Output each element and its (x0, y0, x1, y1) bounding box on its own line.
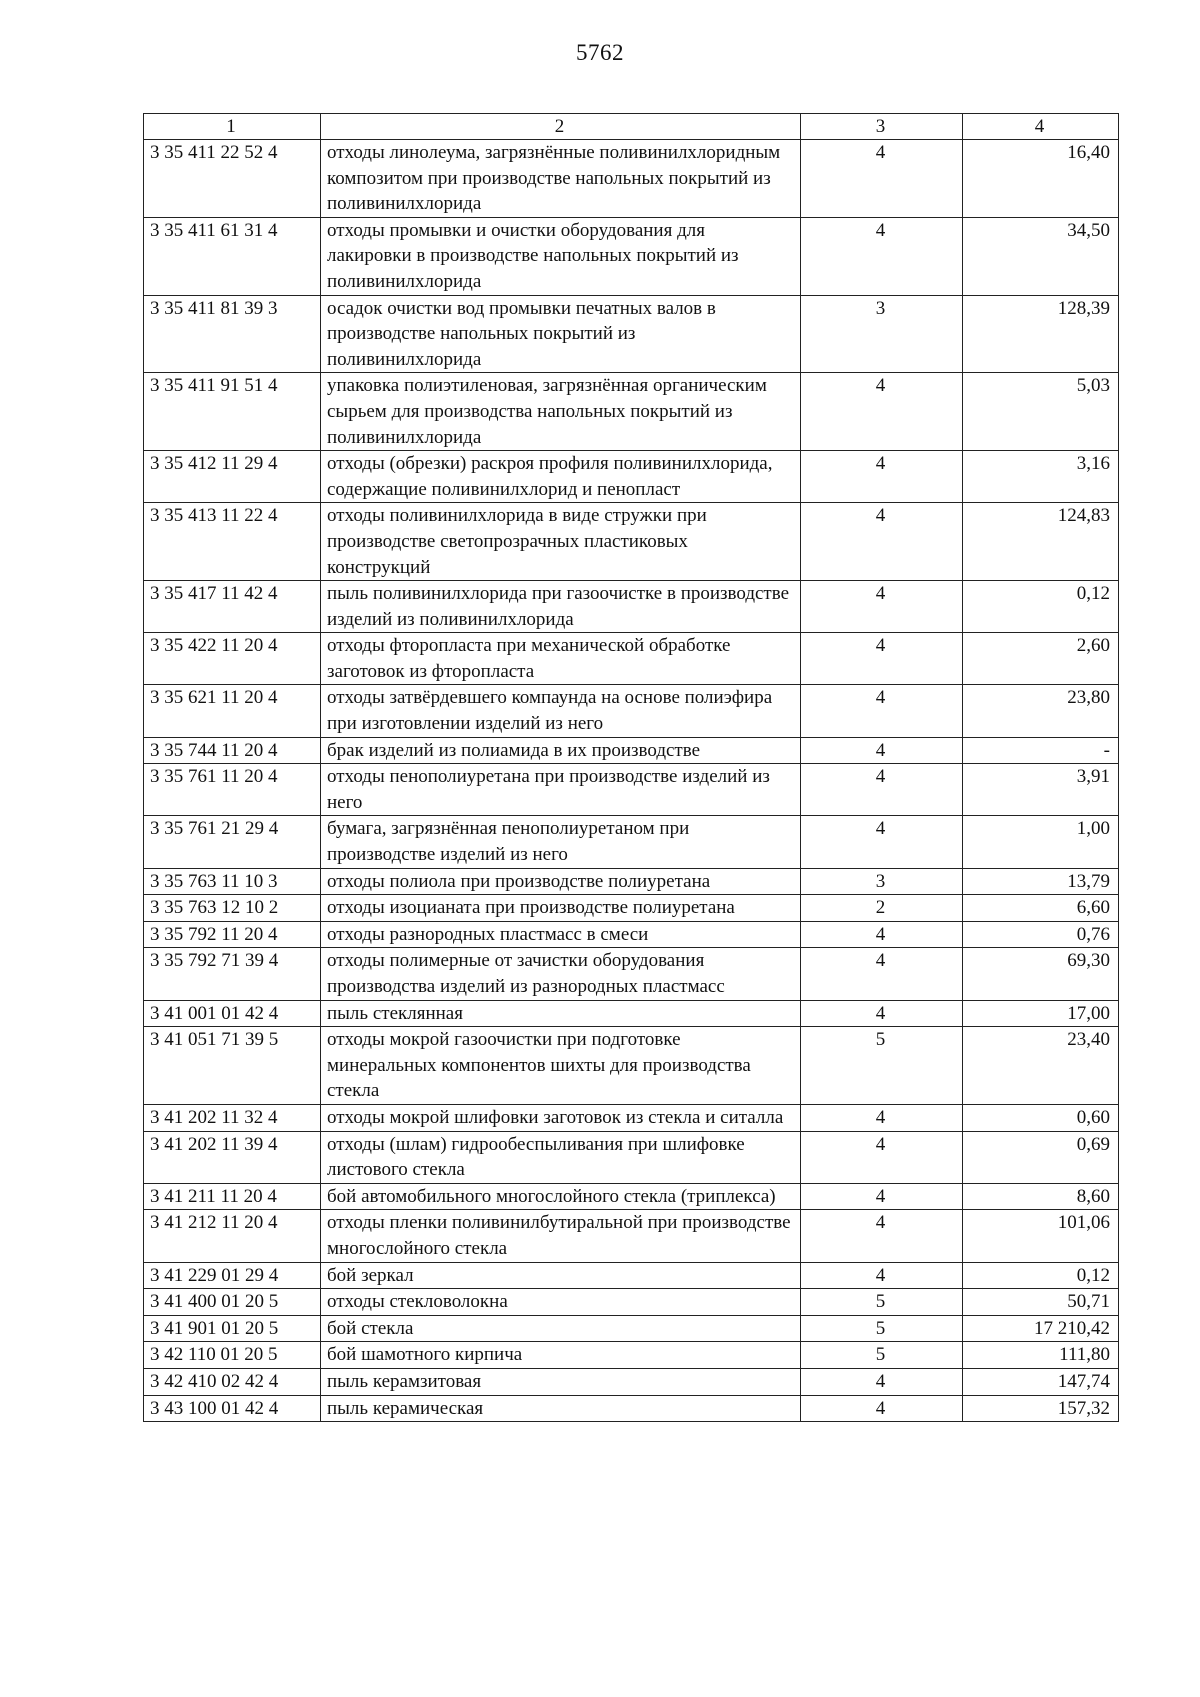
hazard-class-cell: 4 (801, 1104, 963, 1131)
table-row (144, 373, 1119, 451)
waste-name-cell: осадок очистки вод промывки печатных валов в производстве напольных покрытий из поливинилхлорида (321, 295, 801, 373)
waste-name-cell: отходы мокрой газоочистки при подготовке минеральных компонентов шихты для производства стекла (321, 1027, 801, 1105)
waste-code-cell: 3 41 901 01 20 5 (144, 1315, 321, 1342)
value-cell: 5,03 (963, 373, 1119, 451)
waste-code-cell: 3 35 763 12 10 2 (144, 895, 321, 922)
waste-code-cell: 3 35 422 11 20 4 (144, 633, 321, 685)
waste-name-cell: отходы промывки и очистки оборудования для лакировки в производстве напольных покрытий из поливинилхлорида (321, 217, 801, 295)
value-cell: 0,76 (963, 921, 1119, 948)
waste-code-cell: 3 41 051 71 39 5 (144, 1027, 321, 1105)
value-cell: 157,32 (963, 1395, 1119, 1422)
value-cell: 23,40 (963, 1027, 1119, 1105)
waste-name-cell: отходы поливинилхлорида в виде стружки при производстве светопрозрачных пластиковых конструкций (321, 503, 801, 581)
hazard-class-cell: 5 (801, 1027, 963, 1105)
table-row (144, 1368, 1119, 1395)
waste-name-cell: бой автомобильного многослойного стекла (триплекса) (321, 1183, 801, 1210)
waste-name-cell: отходы пленки поливинилбутиральной при производстве многослойного стекла (321, 1210, 801, 1262)
waste-name-cell: отходы (обрезки) раскроя профиля поливинилхлорида, содержащие поливинилхлорид и пенопласт (321, 451, 801, 503)
value-cell: 124,83 (963, 503, 1119, 581)
column-header-4: 4 (963, 114, 1119, 140)
table-row (144, 1027, 1119, 1105)
waste-code-cell: 3 35 761 11 20 4 (144, 764, 321, 816)
table-row (144, 816, 1119, 868)
hazard-class-cell: 4 (801, 1395, 963, 1422)
waste-name-cell: отходы затвёрдевшего компаунда на основе полиэфира при изготовлении изделий из него (321, 685, 801, 737)
table-row (144, 581, 1119, 633)
waste-code-cell: 3 35 744 11 20 4 (144, 737, 321, 764)
waste-code-cell: 3 35 411 22 52 4 (144, 140, 321, 218)
table-row (144, 737, 1119, 764)
table-row (144, 633, 1119, 685)
table-row (144, 1210, 1119, 1262)
table-row (144, 1131, 1119, 1183)
hazard-class-cell: 2 (801, 895, 963, 922)
waste-name-cell: отходы разнородных пластмасс в смеси (321, 921, 801, 948)
value-cell: 2,60 (963, 633, 1119, 685)
waste-code-cell: 3 41 202 11 32 4 (144, 1104, 321, 1131)
waste-code-cell: 3 41 400 01 20 5 (144, 1289, 321, 1316)
table-row (144, 1395, 1119, 1422)
value-cell: 50,71 (963, 1289, 1119, 1316)
hazard-class-cell: 4 (801, 373, 963, 451)
page-number: 5762 (576, 40, 624, 65)
waste-code-cell: 3 41 001 01 42 4 (144, 1000, 321, 1027)
table-row (144, 1183, 1119, 1210)
hazard-class-cell: 4 (801, 1000, 963, 1027)
waste-code-cell: 3 35 411 91 51 4 (144, 373, 321, 451)
hazard-class-cell: 4 (801, 816, 963, 868)
waste-code-cell: 3 43 100 01 42 4 (144, 1395, 321, 1422)
table-row (144, 1342, 1119, 1369)
table-body (144, 140, 1119, 1422)
value-cell: 13,79 (963, 868, 1119, 895)
waste-table (143, 113, 1119, 1422)
hazard-class-cell: 4 (801, 1210, 963, 1262)
waste-code-cell: 3 35 412 11 29 4 (144, 451, 321, 503)
value-cell: 17,00 (963, 1000, 1119, 1027)
hazard-class-cell: 4 (801, 737, 963, 764)
value-cell: 147,74 (963, 1368, 1119, 1395)
waste-code-cell: 3 42 410 02 42 4 (144, 1368, 321, 1395)
table-row (144, 1289, 1119, 1316)
waste-name-cell: пыль керамзитовая (321, 1368, 801, 1395)
value-cell: 0,12 (963, 1262, 1119, 1289)
table-row (144, 1104, 1119, 1131)
value-cell: 0,69 (963, 1131, 1119, 1183)
hazard-class-cell: 3 (801, 295, 963, 373)
hazard-class-cell: 4 (801, 503, 963, 581)
value-cell: 111,80 (963, 1342, 1119, 1369)
waste-code-cell: 3 35 763 11 10 3 (144, 868, 321, 895)
table-row (144, 685, 1119, 737)
waste-name-cell: бой зеркал (321, 1262, 801, 1289)
hazard-class-cell: 3 (801, 868, 963, 895)
table-row (144, 1262, 1119, 1289)
waste-code-cell: 3 35 411 81 39 3 (144, 295, 321, 373)
table-row (144, 1315, 1119, 1342)
waste-name-cell: бой стекла (321, 1315, 801, 1342)
waste-code-cell: 3 41 229 01 29 4 (144, 1262, 321, 1289)
waste-code-cell: 3 42 110 01 20 5 (144, 1342, 321, 1369)
hazard-class-cell: 4 (801, 921, 963, 948)
hazard-class-cell: 5 (801, 1315, 963, 1342)
waste-name-cell: бумага, загрязнённая пенополиуретаном при производстве изделий из него (321, 816, 801, 868)
waste-name-cell: отходы стекловолокна (321, 1289, 801, 1316)
hazard-class-cell: 4 (801, 140, 963, 218)
table-row (144, 217, 1119, 295)
hazard-class-cell: 4 (801, 764, 963, 816)
waste-name-cell: отходы полимерные от зачистки оборудования производства изделий из разнородных пластмасс (321, 948, 801, 1000)
waste-name-cell: пыль поливинилхлорида при газоочистке в производстве изделий из поливинилхлорида (321, 581, 801, 633)
table-row (144, 868, 1119, 895)
value-cell: 1,00 (963, 816, 1119, 868)
value-cell: 69,30 (963, 948, 1119, 1000)
table-row (144, 948, 1119, 1000)
hazard-class-cell: 4 (801, 685, 963, 737)
value-cell: 34,50 (963, 217, 1119, 295)
waste-name-cell: отходы мокрой шлифовки заготовок из стекла и ситалла (321, 1104, 801, 1131)
waste-name-cell: бой шамотного кирпича (321, 1342, 801, 1369)
column-header-3: 3 (801, 114, 963, 140)
value-cell: 3,91 (963, 764, 1119, 816)
value-cell: 17 210,42 (963, 1315, 1119, 1342)
waste-name-cell: пыль стеклянная (321, 1000, 801, 1027)
waste-code-cell: 3 35 417 11 42 4 (144, 581, 321, 633)
column-header-1: 1 (144, 114, 321, 140)
waste-code-cell: 3 35 761 21 29 4 (144, 816, 321, 868)
waste-name-cell: пыль керамическая (321, 1395, 801, 1422)
value-cell: 0,60 (963, 1104, 1119, 1131)
waste-name-cell: брак изделий из полиамида в их производстве (321, 737, 801, 764)
waste-name-cell: отходы линолеума, загрязнённые поливинилхлоридным композитом при производстве напольных покрытий из поливинилхлорида (321, 140, 801, 218)
table-row (144, 895, 1119, 922)
column-header-2: 2 (321, 114, 801, 140)
table-row (144, 295, 1119, 373)
table-row (144, 1000, 1119, 1027)
waste-code-cell: 3 41 212 11 20 4 (144, 1210, 321, 1262)
hazard-class-cell: 4 (801, 217, 963, 295)
waste-name-cell: отходы изоцианата при производстве полиуретана (321, 895, 801, 922)
table-row (144, 451, 1119, 503)
hazard-class-cell: 4 (801, 948, 963, 1000)
hazard-class-cell: 5 (801, 1289, 963, 1316)
waste-code-cell: 3 41 202 11 39 4 (144, 1131, 321, 1183)
value-cell: 101,06 (963, 1210, 1119, 1262)
table-row (144, 921, 1119, 948)
table-row (144, 503, 1119, 581)
hazard-class-cell: 4 (801, 1131, 963, 1183)
hazard-class-cell: 4 (801, 1368, 963, 1395)
table-row (144, 140, 1119, 218)
waste-name-cell: отходы пенополиуретана при производстве изделий из него (321, 764, 801, 816)
value-cell: 3,16 (963, 451, 1119, 503)
table-row (144, 764, 1119, 816)
table-header-row (144, 114, 1119, 140)
value-cell: - (963, 737, 1119, 764)
value-cell: 128,39 (963, 295, 1119, 373)
waste-code-cell: 3 35 411 61 31 4 (144, 217, 321, 295)
hazard-class-cell: 4 (801, 1183, 963, 1210)
waste-name-cell: упаковка полиэтиленовая, загрязнённая органическим сырьем для производства напольных покрытий из поливинилхлорида (321, 373, 801, 451)
value-cell: 8,60 (963, 1183, 1119, 1210)
waste-code-cell: 3 35 621 11 20 4 (144, 685, 321, 737)
hazard-class-cell: 4 (801, 1262, 963, 1289)
hazard-class-cell: 4 (801, 451, 963, 503)
waste-name-cell: отходы (шлам) гидрообеспыливания при шлифовке листового стекла (321, 1131, 801, 1183)
value-cell: 6,60 (963, 895, 1119, 922)
hazard-class-cell: 4 (801, 581, 963, 633)
waste-code-cell: 3 41 211 11 20 4 (144, 1183, 321, 1210)
value-cell: 0,12 (963, 581, 1119, 633)
waste-code-cell: 3 35 792 11 20 4 (144, 921, 321, 948)
waste-code-cell: 3 35 413 11 22 4 (144, 503, 321, 581)
waste-name-cell: отходы фторопласта при механической обработке заготовок из фторопласта (321, 633, 801, 685)
value-cell: 16,40 (963, 140, 1119, 218)
value-cell: 23,80 (963, 685, 1119, 737)
hazard-class-cell: 5 (801, 1342, 963, 1369)
hazard-class-cell: 4 (801, 633, 963, 685)
waste-code-cell: 3 35 792 71 39 4 (144, 948, 321, 1000)
waste-name-cell: отходы полиола при производстве полиуретана (321, 868, 801, 895)
